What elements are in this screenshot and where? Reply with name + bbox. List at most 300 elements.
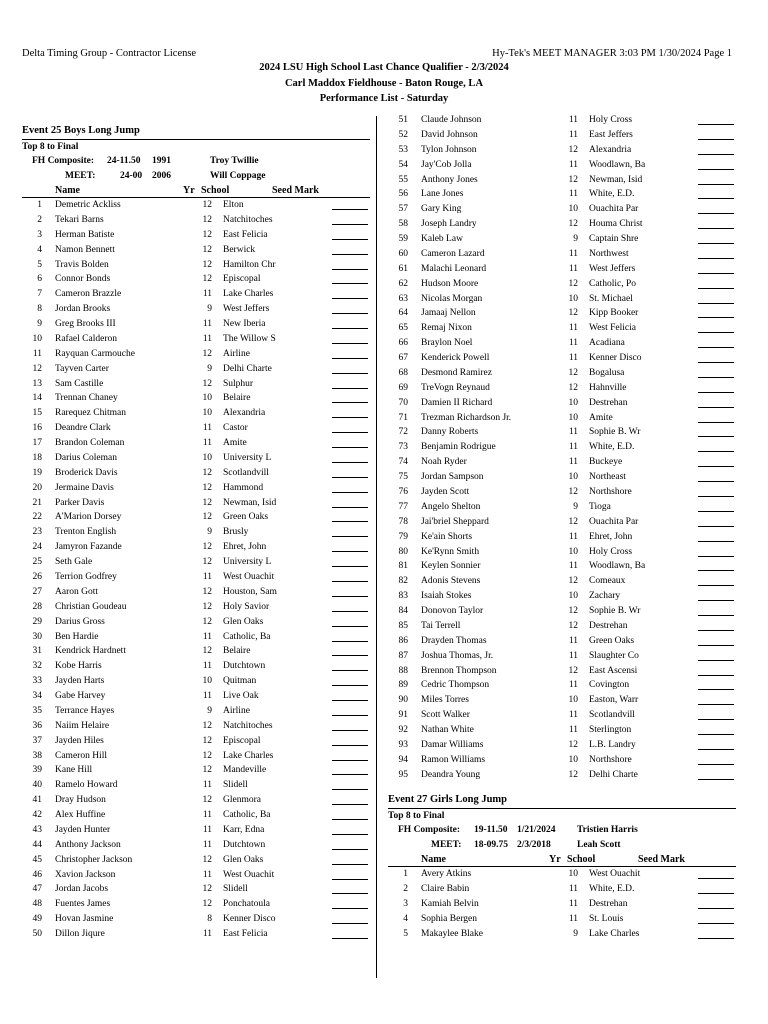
- event25-rule: [22, 139, 370, 140]
- entry-school: Mandeville: [223, 765, 267, 776]
- entry-year: 12: [568, 606, 578, 617]
- seed-mark-blank: [698, 541, 734, 542]
- entry-school: Belaire: [223, 646, 251, 657]
- entry-number: 77: [398, 501, 408, 512]
- entry-year: 11: [568, 115, 578, 125]
- entry-name: Gabe Harvey: [55, 691, 106, 702]
- entry-number: 56: [398, 189, 408, 200]
- entry-name: Christopher Jackson: [55, 854, 133, 865]
- entry-year: 12: [568, 487, 578, 497]
- entry-number: 66: [398, 338, 408, 349]
- entry-year: 10: [568, 204, 578, 215]
- entry-name: Seth Gale: [55, 557, 93, 568]
- entry-school: Newman, Isid: [589, 174, 643, 185]
- event25-meet-name: Will Coppage: [210, 171, 266, 181]
- table-row: [388, 500, 738, 515]
- entry-year: 12: [202, 899, 212, 910]
- entry-year: 12: [202, 244, 212, 255]
- entry-number: 31: [32, 646, 42, 657]
- entry-year: 11: [568, 427, 578, 438]
- entry-name: Miles Torres: [421, 695, 469, 706]
- entry-number: 43: [32, 824, 42, 835]
- entry-year: 12: [202, 720, 212, 731]
- entry-name: Trenton English: [55, 527, 117, 538]
- table-row: [388, 277, 738, 292]
- table-row: [22, 659, 372, 674]
- entry-name: Claire Babin: [421, 883, 470, 894]
- table-row: [388, 723, 738, 738]
- entry-school: Northeast: [589, 472, 626, 483]
- entry-name: Trennan Chaney: [55, 393, 118, 404]
- entry-number: 87: [398, 650, 408, 661]
- table-row: [22, 332, 372, 347]
- seed-mark-blank: [332, 893, 368, 894]
- entry-number: 17: [32, 438, 42, 449]
- table-row: [388, 247, 738, 262]
- seed-mark-blank: [332, 447, 368, 448]
- entry-year: 12: [568, 620, 578, 631]
- event27-fh-label: FH Composite:: [398, 825, 461, 835]
- table-row: [22, 406, 372, 421]
- entry-number: 41: [32, 795, 42, 806]
- entry-name: Tai Terrell: [421, 620, 461, 631]
- entry-name: Desmond Ramirez: [421, 367, 492, 378]
- entry-number: 26: [32, 572, 42, 582]
- entry-year: 9: [207, 363, 212, 374]
- entry-year: 12: [568, 278, 578, 289]
- seed-mark-blank: [698, 630, 734, 631]
- entry-name: Darius Coleman: [55, 452, 118, 463]
- entry-number: 28: [32, 601, 42, 612]
- entry-number: 62: [398, 278, 408, 289]
- entry-school: West Jeffers: [223, 304, 270, 315]
- entry-number: 47: [32, 884, 42, 895]
- table-row: [388, 530, 738, 545]
- entry-year: 9: [573, 928, 578, 939]
- seed-mark-blank: [698, 600, 734, 601]
- entry-name: Xavion Jackson: [55, 869, 116, 880]
- entry-number: 55: [398, 174, 408, 185]
- entry-year: 12: [202, 616, 212, 627]
- table-row: [22, 912, 372, 927]
- entry-name: Jordan Brooks: [55, 304, 111, 315]
- entry-number: 78: [398, 516, 408, 527]
- event25-fh-label: FH Composite:: [32, 156, 95, 166]
- seed-mark-blank: [332, 670, 368, 671]
- entry-name: Kendrick Hardnett: [55, 646, 126, 657]
- seed-mark-blank: [332, 239, 368, 240]
- entry-year: 12: [202, 735, 212, 746]
- entry-name: A'Marion Dorsey: [55, 512, 122, 523]
- table-row: [22, 927, 372, 942]
- entry-number: 12: [32, 363, 42, 374]
- entry-number: 10: [32, 333, 42, 344]
- event27-col-seed: Seed Mark: [638, 854, 685, 865]
- entry-school: Holy Savior: [223, 601, 270, 612]
- entry-name: Kenderick Powell: [421, 353, 490, 364]
- table-row: [22, 243, 372, 258]
- entry-number: 79: [398, 531, 408, 542]
- seed-mark-blank: [332, 938, 368, 939]
- table-row: [388, 455, 738, 470]
- entry-year: 12: [202, 482, 212, 493]
- entry-year: 9: [573, 501, 578, 512]
- table-row: [22, 391, 372, 406]
- entry-year: 11: [568, 129, 578, 140]
- entry-number: 22: [32, 512, 42, 523]
- seed-mark-blank: [698, 466, 734, 467]
- entry-name: Jayden Hunter: [55, 824, 111, 835]
- seed-mark-blank: [698, 615, 734, 616]
- entry-name: Nicolas Morgan: [421, 293, 483, 304]
- seed-mark-blank: [332, 373, 368, 374]
- entry-year: 11: [202, 631, 212, 642]
- event27-meet-year: 2/3/2018: [517, 840, 551, 850]
- entry-number: 35: [32, 705, 42, 716]
- entry-name: Anthony Jones: [421, 174, 478, 185]
- column-divider: [376, 116, 377, 978]
- entry-name: Avery Atkins: [421, 869, 472, 879]
- seed-mark-blank: [698, 585, 734, 586]
- table-row: [22, 302, 372, 317]
- entry-name: Rarequez Chitman: [55, 408, 126, 419]
- entry-name: Damien II Richard: [421, 397, 493, 408]
- entry-school: Tioga: [589, 501, 611, 512]
- entry-year: 12: [202, 497, 212, 508]
- event25-meet-label: MEET:: [65, 171, 96, 181]
- event27-rule: [388, 808, 736, 809]
- entry-number: 54: [398, 159, 408, 170]
- entry-name: Parker Davis: [55, 497, 105, 508]
- entry-school: Amite: [589, 412, 613, 423]
- entry-year: 12: [202, 200, 212, 210]
- table-row: [22, 763, 372, 778]
- table-row: [22, 704, 372, 719]
- entry-number: 5: [37, 259, 42, 270]
- entry-school: West Felicia: [589, 323, 636, 334]
- seed-mark-blank: [698, 377, 734, 378]
- entry-year: 11: [202, 810, 212, 821]
- entry-year: 11: [202, 824, 212, 835]
- seed-mark-blank: [698, 243, 734, 244]
- entry-name: Deandre Clark: [55, 423, 111, 434]
- entry-year: 12: [202, 854, 212, 865]
- entry-year: 11: [568, 531, 578, 542]
- entry-year: 12: [568, 308, 578, 319]
- seed-mark-blank: [332, 462, 368, 463]
- table-row: [22, 778, 372, 793]
- entry-year: 10: [202, 676, 212, 687]
- seed-mark-blank: [332, 209, 368, 210]
- entry-name: Tayven Carter: [55, 363, 109, 374]
- table-row: [388, 470, 738, 485]
- entry-number: 91: [398, 710, 408, 721]
- entry-name: Cedric Thompson: [421, 680, 490, 691]
- seed-mark-blank: [332, 521, 368, 522]
- entry-name: Trezman Richardson Jr.: [421, 412, 512, 423]
- entry-name: TreVogn Reynaud: [421, 382, 490, 393]
- entry-name: David Johnson: [421, 129, 478, 140]
- event25-meet-mark: 24-00: [120, 171, 143, 181]
- seed-mark-blank: [332, 715, 368, 716]
- entry-year: 12: [568, 576, 578, 587]
- entry-year: 11: [568, 248, 578, 259]
- entry-year: 10: [568, 591, 578, 602]
- entry-school: White, E.D.: [589, 189, 635, 200]
- entry-school: Alexandria: [589, 144, 632, 155]
- seed-mark-blank: [332, 581, 368, 582]
- entry-name: Jordan Sampson: [421, 472, 484, 483]
- entry-school: Ehret, John: [223, 542, 267, 553]
- entry-number: 11: [32, 348, 42, 359]
- entry-name: Kane Hill: [55, 765, 93, 776]
- entry-school: Kenner Disco: [589, 353, 642, 364]
- seed-mark-blank: [332, 298, 368, 299]
- seed-mark-blank: [698, 273, 734, 274]
- entry-school: Glen Oaks: [223, 616, 264, 627]
- entry-year: 10: [568, 472, 578, 483]
- table-row: [388, 897, 738, 912]
- entry-number: 18: [32, 452, 42, 463]
- entry-number: 63: [398, 293, 408, 304]
- entry-school: Ouachita Par: [589, 204, 639, 215]
- seed-mark-blank: [332, 908, 368, 909]
- entry-year: 11: [202, 929, 212, 940]
- entry-school: Ehret, John: [589, 531, 633, 542]
- entry-school: Live Oak: [223, 691, 259, 702]
- entry-school: Delhi Charte: [589, 769, 638, 780]
- seed-mark-blank: [698, 317, 734, 318]
- seed-mark-blank: [332, 402, 368, 403]
- entry-number: 75: [398, 472, 408, 483]
- entry-number: 53: [398, 144, 408, 155]
- entry-school: Airline: [223, 348, 250, 359]
- entry-school: Castor: [223, 423, 248, 434]
- entry-name: Adonis Stevens: [421, 576, 481, 587]
- entry-year: 12: [202, 795, 212, 806]
- entry-school: Easton, Warr: [589, 695, 639, 706]
- entry-school: Acadiana: [589, 338, 625, 349]
- table-row: [388, 113, 738, 128]
- entry-school: L.B. Landry: [589, 739, 636, 750]
- entry-school: West Jeffers: [589, 263, 636, 274]
- entry-name: Gary King: [421, 204, 462, 215]
- table-row: [22, 510, 372, 525]
- venue-title: Carl Maddox Fieldhouse - Baton Rouge, LA: [284, 78, 484, 89]
- entry-name: Braylon Noel: [421, 338, 473, 349]
- entry-school: Holy Cross: [589, 115, 633, 125]
- table-row: [22, 882, 372, 897]
- entry-name: Dillon Jiqure: [55, 929, 105, 940]
- entry-number: 3: [37, 229, 42, 240]
- entry-name: Hovan Jasmine: [55, 914, 114, 925]
- entry-school: Holy Cross: [589, 546, 633, 557]
- entry-number: 1: [37, 200, 42, 210]
- entry-school: Belaire: [223, 393, 251, 404]
- event25-title: Event 25 Boys Long Jump: [22, 125, 140, 136]
- table-row: [22, 734, 372, 749]
- seed-mark-blank: [698, 749, 734, 750]
- entry-name: Dray Hudson: [55, 795, 106, 806]
- entry-school: Slaughter Co: [589, 650, 639, 661]
- event25-fh-mark: 24-11.50: [107, 156, 141, 166]
- entry-name: Brandon Coleman: [55, 438, 125, 449]
- event27-top8: Top 8 to Final: [388, 811, 445, 821]
- seed-mark-blank: [332, 923, 368, 924]
- table-row: [388, 619, 738, 634]
- entry-school: Quitman: [223, 676, 257, 687]
- table-row: [388, 425, 738, 440]
- seed-mark-blank: [698, 436, 734, 437]
- entry-name: Noah Ryder: [421, 457, 467, 468]
- event27-meet-label: MEET:: [431, 840, 462, 850]
- event25-fh-name: Troy Twillie: [210, 156, 259, 166]
- table-row: [22, 793, 372, 808]
- table-row: [388, 559, 738, 574]
- seed-mark-blank: [698, 734, 734, 735]
- entry-year: 11: [568, 338, 578, 349]
- table-row: [388, 381, 738, 396]
- table-row: [388, 634, 738, 649]
- entry-school: Sulphur: [223, 378, 254, 389]
- table-row: [388, 306, 738, 321]
- table-row: [388, 411, 738, 426]
- table-row: [388, 217, 738, 232]
- entry-name: Joshua Thomas, Jr.: [421, 650, 494, 661]
- entry-school: The Willow S: [223, 333, 276, 344]
- seed-mark-blank: [332, 328, 368, 329]
- entry-number: 25: [32, 557, 42, 568]
- entry-name: Drayden Thomas: [421, 635, 487, 646]
- entry-year: 11: [568, 680, 578, 691]
- entry-number: 2: [37, 214, 42, 225]
- entry-name: Jamyron Fazande: [55, 542, 122, 553]
- table-row: [22, 481, 372, 496]
- entry-year: 9: [207, 304, 212, 315]
- entry-school: Sterlington: [589, 725, 632, 736]
- entry-school: Captain Shre: [589, 234, 639, 245]
- seed-mark-blank: [698, 938, 734, 939]
- table-row: [388, 396, 738, 411]
- entry-name: Angelo Shelton: [421, 501, 481, 512]
- entry-school: West Ouachit: [223, 572, 275, 582]
- entry-school: Scotlandvill: [589, 710, 635, 721]
- table-row: [388, 545, 738, 560]
- table-row: [22, 823, 372, 838]
- table-row: [22, 496, 372, 511]
- entry-school: Hahnville: [589, 382, 627, 393]
- entry-school: University L: [223, 452, 272, 463]
- seed-mark-blank: [698, 228, 734, 229]
- entry-name: Broderick Davis: [55, 467, 118, 478]
- event27-fh-name: Tristien Harris: [577, 825, 638, 835]
- seed-mark-blank: [698, 675, 734, 676]
- entry-number: 68: [398, 367, 408, 378]
- entry-school: Dutchtown: [223, 661, 266, 672]
- entry-school: Catholic, Ba: [223, 631, 271, 642]
- seed-mark-blank: [332, 864, 368, 865]
- entry-name: Rayquan Carmouche: [55, 348, 135, 359]
- seed-mark-blank: [332, 611, 368, 612]
- seed-mark-blank: [332, 254, 368, 255]
- entry-name: Benjamin Rodrigue: [421, 442, 496, 453]
- entry-name: Kamiah Belvin: [421, 898, 479, 909]
- entry-school: Houston, Sam: [223, 586, 277, 597]
- table-row: [388, 173, 738, 188]
- table-row: [22, 630, 372, 645]
- entry-school: Sophie B. Wr: [589, 606, 641, 617]
- seed-mark-blank: [698, 213, 734, 214]
- entry-school: Episcopal: [223, 735, 261, 746]
- entry-school: Delhi Charte: [223, 363, 272, 374]
- entry-year: 11: [202, 572, 212, 582]
- entry-number: 15: [32, 408, 42, 419]
- entry-school: Airline: [223, 705, 250, 716]
- event27-title: Event 27 Girls Long Jump: [388, 794, 508, 805]
- entry-name: Tekari Barns: [55, 214, 104, 225]
- entry-year: 12: [568, 516, 578, 527]
- event25-col-school: School: [201, 185, 230, 196]
- entry-year: 12: [202, 348, 212, 359]
- seed-mark-blank: [698, 139, 734, 140]
- entry-school: Hamilton Chr: [223, 259, 276, 270]
- entry-number: 59: [398, 234, 408, 245]
- meet-title: 2024 LSU High School Last Chance Qualifier - 2/3/2024: [259, 62, 509, 73]
- entry-name: Darius Gross: [55, 616, 105, 627]
- entry-year: 12: [202, 378, 212, 389]
- entry-number: 88: [398, 665, 408, 676]
- entry-number: 94: [398, 754, 408, 765]
- table-row: [388, 708, 738, 723]
- table-row: [22, 272, 372, 287]
- entry-number: 64: [398, 308, 408, 319]
- entry-name: Fuentes James: [55, 899, 111, 910]
- entry-number: 86: [398, 635, 408, 646]
- entry-school: Brusly: [223, 527, 249, 538]
- entry-name: Jayden Scott: [421, 487, 470, 497]
- seed-mark-blank: [332, 566, 368, 567]
- entry-school: East Jeffers: [589, 129, 633, 140]
- seed-mark-blank: [698, 764, 734, 765]
- entry-year: 12: [568, 665, 578, 676]
- table-row: [22, 868, 372, 883]
- table-row: [22, 421, 372, 436]
- event25-col-yr: Yr: [183, 185, 195, 196]
- seed-mark-blank: [698, 704, 734, 705]
- table-row: [388, 574, 738, 589]
- seed-mark-blank: [332, 269, 368, 270]
- entry-name: Terrance Hayes: [55, 705, 115, 716]
- seed-mark-blank: [332, 655, 368, 656]
- entry-number: 29: [32, 616, 42, 627]
- event25-meet-year: 2006: [152, 171, 171, 181]
- entry-name: Alex Huffine: [55, 810, 106, 821]
- entry-year: 11: [568, 898, 578, 909]
- entry-name: Claude Johnson: [421, 115, 482, 125]
- table-row: [388, 738, 738, 753]
- seed-mark-blank: [332, 477, 368, 478]
- table-row: [388, 440, 738, 455]
- entry-school: Northwest: [589, 248, 629, 259]
- entry-year: 11: [568, 442, 578, 453]
- table-row: [388, 262, 738, 277]
- entry-school: Destrehan: [589, 397, 628, 408]
- table-row: [388, 912, 738, 927]
- entry-name: Connor Bonds: [55, 274, 111, 285]
- entry-name: Aaron Gott: [55, 586, 99, 597]
- table-row: [388, 202, 738, 217]
- entry-school: Northshore: [589, 487, 632, 497]
